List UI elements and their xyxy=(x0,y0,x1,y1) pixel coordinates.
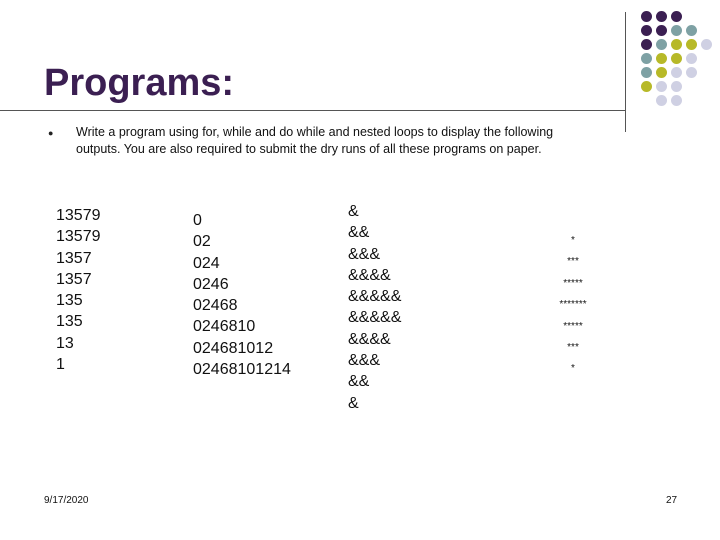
decor-dot xyxy=(686,39,697,50)
pattern-line: 024 xyxy=(193,254,220,272)
pattern-line: &&& xyxy=(348,352,381,370)
pattern-line: &&&& xyxy=(348,330,391,348)
pattern-line: 13 xyxy=(56,334,74,352)
output-pattern-ampersands xyxy=(348,201,401,414)
decor-dot xyxy=(641,81,652,92)
pattern-line: 13579 xyxy=(56,207,101,224)
pattern-line: 1357 xyxy=(56,270,92,288)
decor-dot xyxy=(656,25,667,36)
footer-date: 9/17/2020 xyxy=(44,495,89,506)
pattern-line: *** xyxy=(567,256,579,268)
decor-dot xyxy=(656,11,667,22)
decor-dot xyxy=(686,53,697,64)
decor-dot xyxy=(656,53,667,64)
pattern-line: 1 xyxy=(56,356,65,374)
decor-dot xyxy=(641,11,652,22)
bullet-icon: ● xyxy=(48,128,54,138)
instruction-text: Write a program using for, while and do while and nested loops to display the following outputs. You are also required to submit the dry runs of all these programs on paper. xyxy=(76,125,554,156)
decor-dot xyxy=(656,39,667,50)
pattern-line: 135 xyxy=(56,292,83,310)
pattern-line: 0246 xyxy=(193,275,229,293)
decor-dot xyxy=(671,95,682,106)
decor-dot xyxy=(701,39,712,50)
pattern-line: &&&&& xyxy=(348,309,402,327)
pattern-line: &&&& xyxy=(348,266,391,284)
decor-dot xyxy=(656,67,667,78)
pattern-line: ***** xyxy=(563,277,583,289)
pattern-line: 024681012 xyxy=(193,339,274,357)
pattern-line: && xyxy=(348,224,370,242)
decor-dot xyxy=(656,81,667,92)
decor-dot xyxy=(671,25,682,36)
decor-dot xyxy=(671,39,682,50)
pattern-line: &&&&& xyxy=(348,288,402,306)
output-pattern-even-digits xyxy=(193,210,291,380)
pattern-line: 13579 xyxy=(56,228,101,246)
title-divider-line xyxy=(0,110,625,111)
decor-dot xyxy=(656,95,667,106)
decor-dot xyxy=(671,11,682,22)
pattern-line: & xyxy=(348,394,359,412)
pattern-line: && xyxy=(348,373,370,391)
page-number: 27 xyxy=(666,495,678,506)
pattern-line: 0 xyxy=(193,212,202,229)
decor-dot xyxy=(641,39,652,50)
decorative-dot-grid xyxy=(638,11,718,121)
output-pattern-odd-digits xyxy=(56,205,101,375)
pattern-line: 02 xyxy=(193,233,211,251)
pattern-line: * xyxy=(571,363,575,375)
pattern-line: & xyxy=(348,203,359,220)
decor-dot xyxy=(641,67,652,78)
output-pattern-star-diamond xyxy=(548,230,598,380)
decor-dot xyxy=(686,67,697,78)
decor-dot xyxy=(641,25,652,36)
decor-dot xyxy=(671,53,682,64)
decor-dot xyxy=(671,67,682,78)
decor-dot xyxy=(641,53,652,64)
decor-dot xyxy=(671,81,682,92)
pattern-line: 135 xyxy=(56,313,83,331)
pattern-line: 1357 xyxy=(56,249,92,267)
vertical-divider-line xyxy=(625,12,626,132)
pattern-line: 02468101214 xyxy=(193,361,291,379)
pattern-line: ***** xyxy=(563,320,583,332)
pattern-line: * xyxy=(571,235,575,246)
decor-dot xyxy=(686,25,697,36)
pattern-line: *** xyxy=(567,342,579,354)
pattern-line: &&& xyxy=(348,245,381,263)
pattern-line: ******* xyxy=(559,299,587,311)
slide-title: Programs: xyxy=(44,62,235,104)
pattern-line: 02468 xyxy=(193,297,238,315)
pattern-line: 0246810 xyxy=(193,318,256,336)
